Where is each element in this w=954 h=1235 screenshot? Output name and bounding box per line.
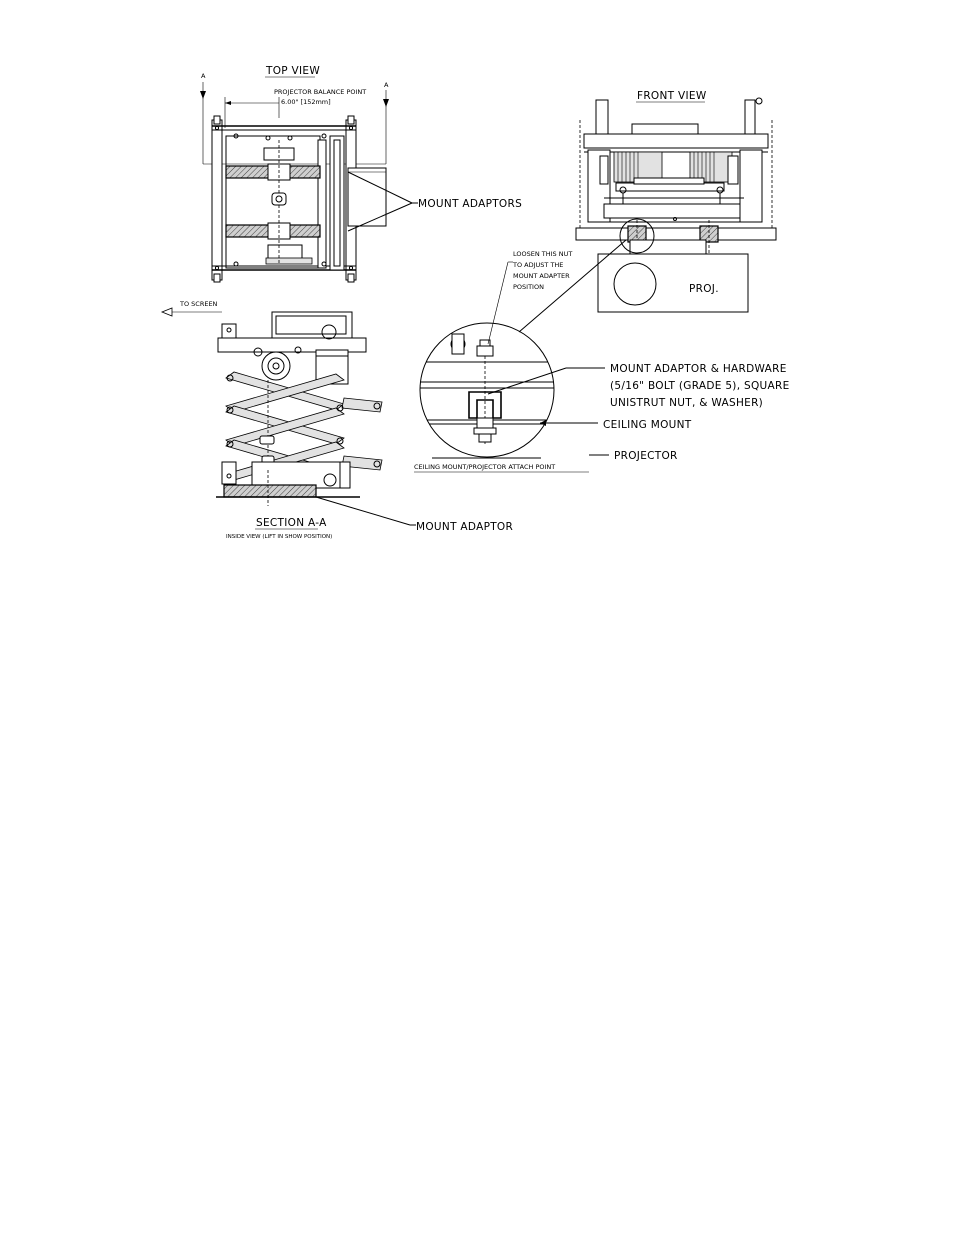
callout-mount-adaptor: MOUNT ADAPTOR: [416, 521, 514, 533]
top-view-title: TOP VIEW: [266, 65, 321, 77]
balance-point-label: PROJECTOR BALANCE POINT: [274, 88, 367, 96]
section-subtitle: INSIDE VIEW (LIFT IN SHOW POSITION): [226, 534, 333, 540]
front-view-title: FRONT VIEW: [637, 90, 707, 102]
section-title: SECTION A-A: [256, 517, 327, 529]
to-screen-label: TO SCREEN: [180, 300, 218, 308]
callout-hardware-line-2: (5/16" BOLT (GRADE 5), SQUARE: [610, 380, 790, 392]
callout-mount-adaptors: MOUNT ADAPTORS: [418, 198, 523, 210]
callout-projector: PROJECTOR: [614, 450, 678, 462]
detail-title: CEILING MOUNT/PROJECTOR ATTACH POINT: [414, 463, 556, 471]
section-mark-right: A: [384, 81, 389, 89]
section-view: [162, 300, 382, 540]
top-view: [200, 65, 389, 282]
callout-loosen-line-3: MOUNT ADAPTER: [513, 272, 570, 280]
callout-loosen-line-1: LOOSEN THIS NUT: [513, 250, 573, 258]
callout-loosen-line-2: TO ADJUST THE: [513, 261, 564, 269]
balance-dimension: 6.00" [152mm]: [281, 98, 331, 106]
front-view: [576, 90, 776, 312]
callout-loosen-line-4: POSITION: [513, 283, 544, 291]
callout-hardware-line-1: MOUNT ADAPTOR & HARDWARE: [610, 363, 787, 375]
callout-ceiling-mount: CEILING MOUNT: [603, 419, 692, 431]
callout-hardware-line-3: UNISTRUT NUT, & WASHER): [610, 397, 764, 409]
projector-label: PROJ.: [689, 283, 719, 295]
section-mark-left: A: [201, 72, 206, 80]
